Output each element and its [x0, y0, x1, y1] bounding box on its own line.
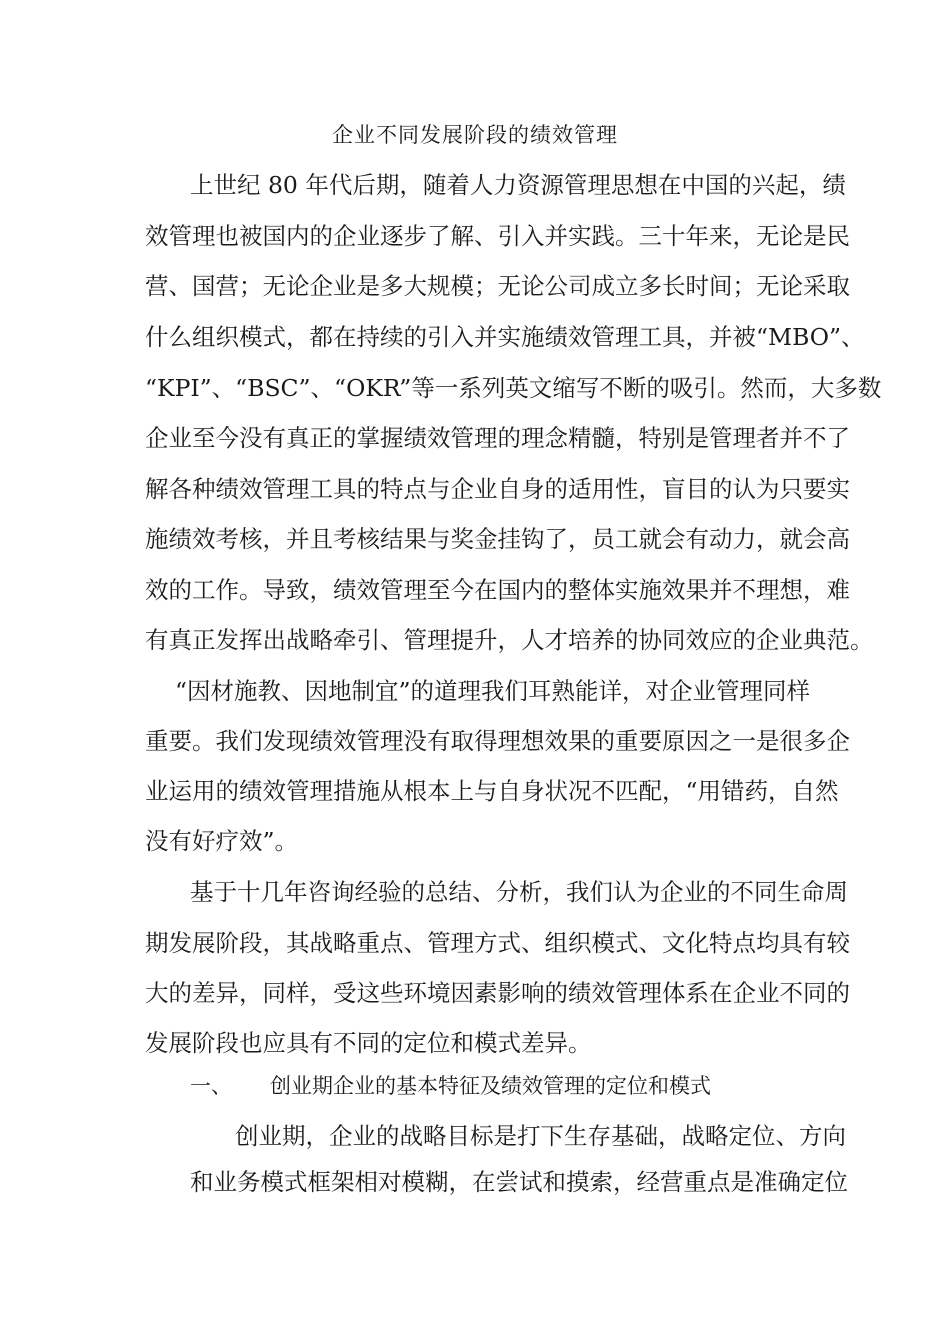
text-line: 解各种绩效管理工具的特点与企业自身的适用性，盲目的认为只要实 — [145, 475, 850, 503]
section-title: 创业期企业的基本特征及绩效管理的定位和模式 — [270, 1074, 711, 1098]
text-line: 有真正发挥出战略牵引、管理提升，人才培养的协同效应的企业典范。 — [145, 626, 874, 654]
text-line: 创业期，企业的战略目标是打下生存基础，战略定位、方向 — [235, 1122, 846, 1150]
text-line: “因材施教、因地制宜”的道理我们耳熟能详，对企业管理同样 — [175, 677, 811, 705]
text-line: 和业务模式框架相对模糊，在尝试和摸索，经营重点是准确定位 — [190, 1168, 848, 1196]
section-heading — [190, 1071, 711, 1101]
text-line: 期发展阶段，其战略重点、管理方式、组织模式、文化特点均具有较 — [145, 929, 850, 957]
text-line: 重要。我们发现绩效管理没有取得理想效果的重要原因之一是很多企 — [145, 727, 850, 755]
text-line: 基于十几年咨询经验的总结、分析，我们认为企业的不同生命周 — [190, 878, 848, 906]
text-line: 什么组织模式，都在持续的引入并实施绩效管理工具，并被“MBO”、 — [145, 323, 865, 351]
section-number: 一、 — [190, 1074, 232, 1098]
text-line: 效的工作。导致，绩效管理至今在国内的整体实施效果并不理想，难 — [145, 576, 850, 604]
text-line: “KPI”、“BSC”、“OKR”等一系列英文缩写不断的吸引。然而，大多数 — [145, 374, 882, 402]
text-line: 企业至今没有真正的掌握绩效管理的理念精髓，特别是管理者并不了 — [145, 424, 850, 452]
text-line: 效管理也被国内的企业逐步了解、引入并实践。三十年来，无论是民 — [145, 222, 850, 250]
text-line: 大的差异，同样，受这些环境因素影响的绩效管理体系在企业不同的 — [145, 979, 850, 1007]
text-line: 发展阶段也应具有不同的定位和模式差异。 — [145, 1029, 592, 1057]
document-title: 企业不同发展阶段的绩效管理 — [332, 123, 618, 147]
text-line: 没有好疗效”。 — [145, 827, 299, 855]
text-line: 营、国营；无论企业是多大规模；无论公司成立多长时间；无论采取 — [145, 272, 850, 300]
text-line: 业运用的绩效管理措施从根本上与自身状况不匹配，“用错药，自然 — [145, 777, 839, 805]
text-line: 上世纪 80 年代后期，随着人力资源管理思想在中国的兴起，绩 — [190, 171, 846, 199]
text-line: 施绩效考核，并且考核结果与奖金挂钩了，员工就会有动力，就会高 — [145, 525, 850, 553]
